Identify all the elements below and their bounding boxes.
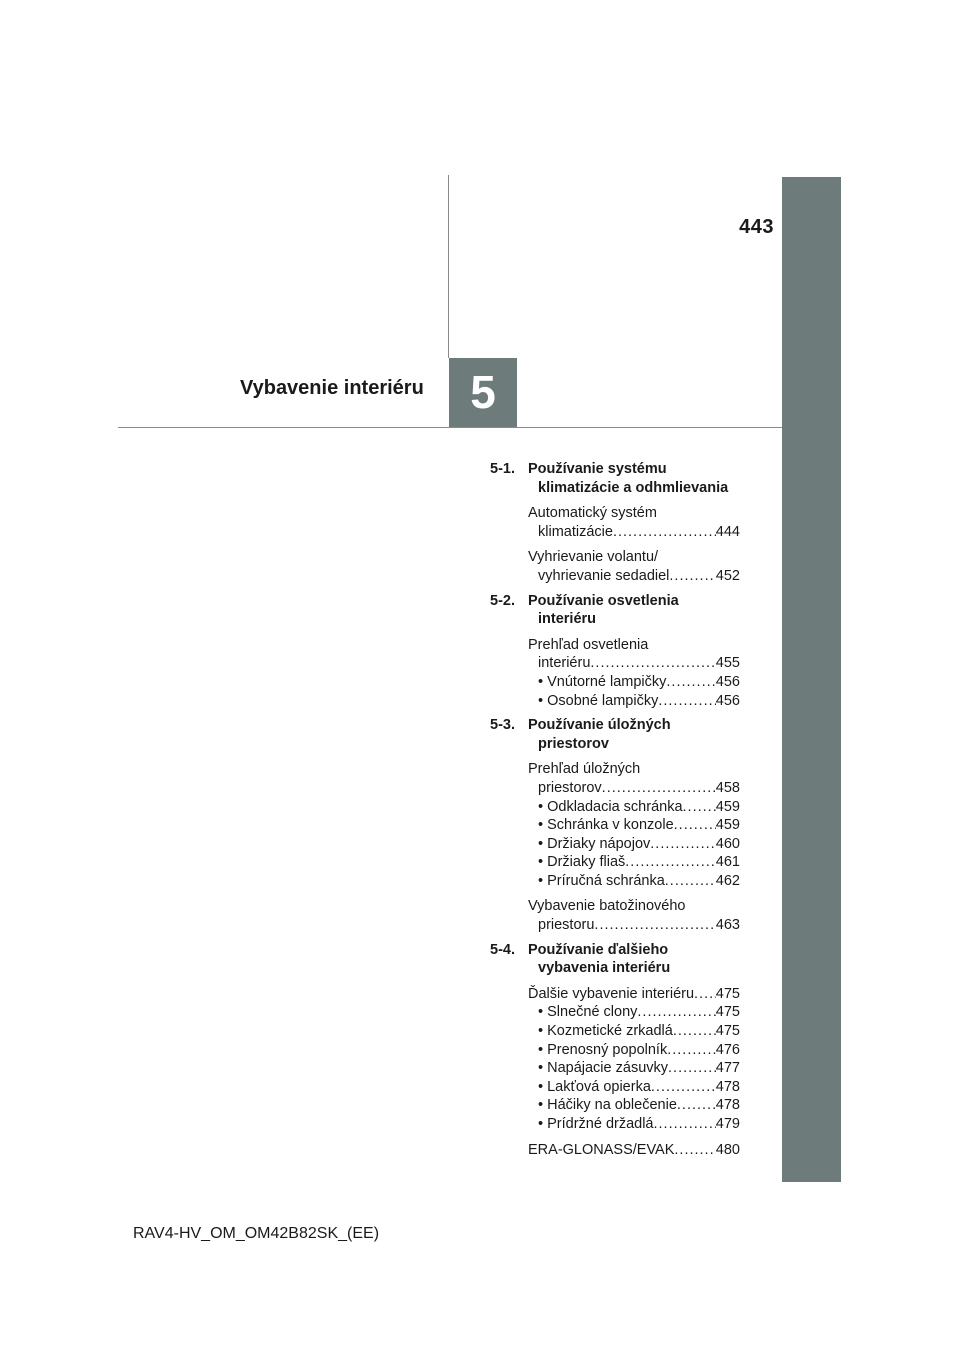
toc-subentry	[538, 692, 740, 711]
toc-section-heading	[490, 592, 740, 629]
toc-entry-label: • Napájacie zásuvky	[538, 1059, 668, 1078]
dot-leader	[674, 1141, 715, 1160]
toc-page-number: 462	[715, 872, 740, 889]
toc-entry-label: • Držiaky fliaš	[538, 853, 625, 872]
header-divider-horizontal	[118, 427, 782, 428]
dot-leader	[625, 853, 716, 872]
toc-subentry	[538, 872, 740, 891]
dot-leader	[694, 985, 716, 1004]
toc-entry-label: • Príručná schránka	[538, 872, 665, 891]
toc-entry-label: • Prídržné držadlá	[538, 1115, 654, 1134]
toc-page-number: 479	[715, 1116, 740, 1132]
toc-subentry-row[interactable]	[538, 1003, 740, 1022]
toc-entry-label: interiéru	[538, 655, 591, 672]
toc-entry-label: • Osobné lampičky	[538, 692, 658, 711]
chapter-side-tab	[782, 177, 841, 1182]
dot-leader	[669, 567, 715, 586]
toc-page-number: 459	[715, 798, 740, 815]
dot-leader	[668, 1059, 716, 1078]
dot-leader	[650, 835, 716, 854]
dot-leader	[677, 1096, 716, 1115]
dot-leader	[666, 673, 715, 692]
toc-page-number: 463	[715, 917, 740, 934]
dot-leader	[654, 1115, 716, 1134]
toc-entry-label: ERA-GLONASS/EVAK	[528, 1141, 675, 1158]
toc-entry-label: klimatizácie	[538, 523, 613, 540]
toc-subentry	[538, 816, 740, 835]
toc-subentry-row[interactable]	[538, 692, 740, 711]
toc-entry-row[interactable]	[528, 985, 740, 1004]
toc-section-heading	[490, 460, 740, 497]
toc-entry	[528, 1141, 740, 1160]
toc-page-number: 456	[715, 692, 740, 709]
dot-leader	[665, 872, 716, 891]
toc-subentry	[538, 1003, 740, 1022]
toc-section-title	[528, 460, 728, 497]
toc-section-number: 5-1.	[490, 461, 515, 477]
toc-entry-label: priestorov	[538, 779, 602, 796]
toc-subentry-row[interactable]	[538, 872, 740, 891]
toc-subentry	[538, 1059, 740, 1078]
toc-section-title	[528, 941, 670, 978]
toc-subentry-row[interactable]	[538, 798, 740, 817]
toc-entry	[528, 504, 740, 541]
toc-entry-label: priestoru	[538, 917, 595, 934]
toc-entry-row[interactable]	[528, 1141, 740, 1160]
toc-page-number: 459	[715, 817, 740, 834]
dot-leader	[637, 1003, 715, 1022]
toc-page-number: 477	[715, 1060, 740, 1077]
toc-subentry-row[interactable]	[538, 835, 740, 854]
toc-entry-label: • Kozmetické zrkadlá	[538, 1022, 673, 1041]
toc-page-number: 476	[715, 1041, 740, 1058]
toc-page-number: 475	[715, 1023, 740, 1040]
toc-entry	[528, 636, 740, 673]
toc-section-title	[528, 716, 671, 753]
toc-entry-row[interactable]	[528, 523, 740, 542]
toc-page-number: 444	[715, 523, 740, 540]
toc-page-number: 478	[715, 1078, 740, 1095]
toc-page-number: 456	[715, 673, 740, 690]
toc-entry	[528, 897, 740, 934]
toc-subentry-row[interactable]	[538, 1096, 740, 1115]
chapter-title: Vybavenie interiéru	[240, 377, 424, 399]
toc-subentry	[538, 798, 740, 817]
toc-subentry	[538, 673, 740, 692]
toc-entry-row[interactable]	[528, 654, 740, 673]
toc-page-number: 452	[715, 567, 740, 584]
toc-entry	[528, 548, 740, 585]
dot-leader	[651, 1078, 716, 1097]
chapter-number-box: 5	[449, 358, 517, 427]
toc-section-title-line: Používanie systému	[528, 461, 667, 477]
toc-subentry-row[interactable]	[538, 673, 740, 692]
toc-entry-label: • Držiaky nápojov	[538, 835, 650, 854]
dot-leader	[594, 916, 715, 935]
dot-leader	[602, 779, 716, 798]
toc-entry-line: Prehľad osvetlenia	[528, 636, 649, 653]
dot-leader	[613, 523, 716, 542]
header-divider-vertical	[448, 175, 449, 358]
toc-entry-line: Vybavenie batožinového	[528, 898, 686, 915]
toc-entry-label: vyhrievanie sedadiel	[538, 567, 670, 584]
toc-section-title-line: Používanie úložných	[528, 717, 671, 734]
toc-entry	[528, 760, 740, 797]
dot-leader	[673, 1022, 716, 1041]
toc-subentry-row[interactable]	[538, 1041, 740, 1060]
dot-leader	[667, 1041, 716, 1060]
toc-subentry-row[interactable]	[538, 1022, 740, 1041]
toc-page-number: 475	[715, 1004, 740, 1021]
toc-entry-row[interactable]	[528, 567, 740, 586]
toc-section-title-line: interiéru	[538, 611, 597, 628]
toc-subentry	[538, 1041, 740, 1060]
document-code: RAV4-HV_OM_OM42B82SK_(EE)	[133, 1225, 380, 1242]
toc-section-title-line: klimatizácie a odhmlievania	[538, 479, 729, 496]
toc-subentry	[538, 835, 740, 854]
toc-page-number: 478	[715, 1097, 740, 1114]
toc-section-heading	[490, 941, 740, 978]
toc-subentry	[538, 1022, 740, 1041]
toc-entry-label: • Schránka v konzole	[538, 816, 674, 835]
toc-section-heading	[490, 716, 740, 753]
toc-entry-label: • Háčiky na oblečenie	[538, 1096, 677, 1115]
toc-section-number: 5-2.	[490, 592, 515, 609]
dot-leader	[658, 692, 715, 711]
toc-page-number: 460	[715, 835, 740, 852]
toc-subentry	[538, 1078, 740, 1097]
toc-entry-label: • Vnútorné lampičky	[538, 673, 666, 692]
toc-page-number: 475	[715, 985, 740, 1002]
toc-entry-label: • Slnečné clony	[538, 1003, 637, 1022]
toc-section-title-line: vybavenia interiéru	[538, 960, 671, 977]
toc-subentry-row[interactable]	[538, 1115, 740, 1134]
table-of-contents	[490, 460, 740, 1159]
toc-entry-line: Automatický systém	[528, 505, 657, 522]
dot-leader	[683, 798, 716, 817]
toc-page-number: 458	[715, 779, 740, 796]
toc-entry-label: • Lakťová opierka	[538, 1078, 651, 1097]
toc-section-title-line: Používanie osvetlenia	[528, 592, 679, 609]
toc-section-number: 5-3.	[490, 717, 515, 734]
toc-page-number: 461	[715, 854, 740, 871]
toc-section-title-line: Používanie ďalšieho	[528, 941, 669, 958]
toc-section-title	[528, 592, 679, 629]
toc-entry-label: Ďalšie vybavenie interiéru	[528, 985, 695, 1002]
toc-entry-label: • Prenosný popolník	[538, 1041, 667, 1060]
toc-section-number: 5-4.	[490, 941, 515, 958]
dot-leader	[674, 816, 716, 835]
toc-subentry	[538, 853, 740, 872]
toc-page-number: 480	[715, 1141, 740, 1158]
toc-entry-row[interactable]	[528, 916, 740, 935]
page-number: 443	[739, 216, 774, 238]
toc-subentry-row[interactable]	[538, 1078, 740, 1097]
dot-leader	[590, 654, 715, 673]
toc-page-number: 455	[715, 655, 740, 672]
toc-section-title-line: priestorov	[538, 735, 609, 752]
toc-entry-line: Prehľad úložných	[528, 761, 641, 778]
toc-entry-label: • Odkladacia schránka	[538, 798, 683, 817]
toc-entry	[528, 985, 740, 1004]
toc-subentry	[538, 1115, 740, 1134]
toc-entry-line: Vyhrievanie volantu/	[528, 549, 659, 566]
toc-subentry-row[interactable]	[538, 853, 740, 872]
toc-entry-row[interactable]	[528, 779, 740, 798]
toc-subentry-row[interactable]	[538, 1059, 740, 1078]
toc-subentry-row[interactable]	[538, 816, 740, 835]
toc-subentry	[538, 1096, 740, 1115]
